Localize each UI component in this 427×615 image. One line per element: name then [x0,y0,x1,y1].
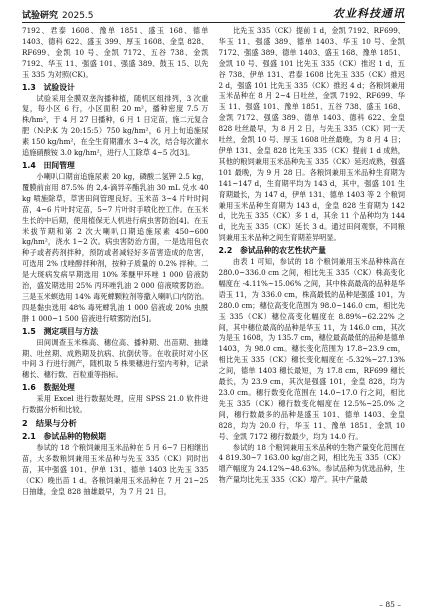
paragraph: 田间调查玉米株高、穗位高、播种期、出苗期、抽雄期、吐丝期、成熟期及抗病、抗倒伏等。在收获时对小区中间 3 行进行测产，随机取 5 株果穗进行室内考种，记录穗长、穗行数、百粒重等指标。 [22,337,209,380]
issue-number: 2025.5 [62,11,94,21]
paragraph: 参试的 18 个粮饲兼用玉米品种在 5 月 6~7 日相继出苗，大多数粮饲兼用玉米品种与先玉 335（CK）同时出苗，其中强盛 101、伊单 131、德单 1403 比先玉 335（CK）晚出苗 1 d。各粮饲兼用玉米品种在 7 月 21~25 日抽雄，金皇 828 抽雄最早，为 7 月 21 日， [22,443,209,496]
header-rule [22,22,405,23]
section-heading: 1.4 田间管理 [22,160,75,170]
right-column [219,26,406,592]
paragraph: 试验采用全膜双垄沟播种植，随机区组排列，3 次重复，每小区 6 行，小区面积 20 m²，播种密度 7.5 万株/hm²，于 4 月 27 日播种，6 月 1 日定苗，施二元复合肥（N:P:K 为 20:15:5）750 kg/hm²，6 月上旬追施尿素 150 kg/hm²，在全生育期灌水 3~4 次，结合每次灌水追施硝酸铵 3.0 kg/hm²，进行人工除草 4~5 次[3]。 [22,93,209,158]
paragraph: 7192、君泰 1608、豫单 1851、盛玉 168、德单 1403、德科 622、盛玉 399、厚玉 1608、金皇 828、RF699、金凯 10 号、金凯 7172、五谷 738、金凯 7192、华玉 11、强盛 101、强盛 389、鼓玉 15、以先玉 335 为对照(CK)。 [22,26,209,79]
left-column [22,26,209,592]
paragraph: 参试的 18 个粮饲兼用玉米品种的生物产量变化范围在 4 819.30~7 163.00 kg/亩之间，相比先玉 335（CK）增产幅度为 24.12%~48.63%。参试品种为优选品种，生物产量均比先玉 335（CK）增产。其中产量最 [218,442,405,485]
section-heading: 2.1 参试品种的物候期 [22,432,106,442]
journal-brand: 农业科技通讯 [333,7,405,20]
page-header [22,5,405,21]
paragraph: 由表 1 可知，参试的 18 个粮饲兼用玉米品种株高在 280.0~336.0 cm 之间，相比先玉 335（CK）株高变化幅度在 -4.11%~15.06% 之间，其中株高最高的品种是华语玉 11，为 336.0 cm，株高最低的品种是强盛 101，为 280.0 cm；穗位高变化范围为 98.0~146.0 cm，相比先玉 335（CK）穗位高变化幅度在 8.89%~62.22% 之间，其中穗位最高的品种是华玉 11，为 146.0 cm，其次为是玉 1608，为 135.7 cm，穗位最高最低的品种是德单 1403，为 98.0 cm。穗长变化范围为 17.8~23.9 cm，相比先玉 335（CK）穗长变化幅度在 -5.32%~27.13% 之间，德单 1403 穗长最短，为 17.8 cm，RF699 穗长最长，为 23.9 cm，其次是强盛 101，金皇 828，均为 23.0 cm。穗行数变化范围在 14.0~17.0 行之间，相比先玉 335（CK）穗行数变化幅度在 12.5%~25.0% 之间，穗行数最多的品种是盛玉 101、德单 1403、金皇 828，均为 20.0 行，华玉 11、豫单 1851、金凯 10 号、金凯 7172 穗行数最少，均为 14.0 行。 [218,257,405,441]
paragraph: 比先玉 335（CK）提前 1 d，金凯 7192、RF699、华玉 11、强盛 389、德单 1403、华玉 10 号、金凯 7172、强盛 389、德单 1403、盛玉 168、豫单 1851、金凯 10 号、强盛 101 比先玉 335（CK）推迟 1 d，五谷 738、伊单 131、君泰 1608 比先玉 335（CK）推迟 2 d，强盛 101 比先玉 335（CK）推迟 4 d；各粮饲兼用玉米品种在 8 月 2~4 日吐丝，金凯 7192、RF699、华玉 11、强盛 101、豫单 1851、五谷 738、盛玉 168、金凯 7172、强盛 389、德单 1403、德科 622、金皇 828 吐丝最早，为 8 月 2 日，与先玉 335（CK）同一天吐丝，金凯 10 号、厚玉 1608 吐丝最晚，为 8 月 4 日；伊单 131、金皇 828 比先玉 335（CK）提前 1 d 成熟，其他的粮饲兼用玉米品种先玉 335（CK）延迟成熟，强盛 101 最晚，为 9 月 28 日。各粮饲兼用玉米品种生育期为 141~147 d，生育期平均为 143 d，其中，强盛 101 生育期最长，为 147 d，伊单 131、德单 1403 等 2 个粮饲兼用玉米品种生育期为 143 d，金皇 828 生育期为 142 d，比先玉 335（CK）多 1 d，其余 11 个品种均为 144 d，比先玉 335（CK）延长 3 d。通过田间观察，不同粮饲兼用玉米品种之间生育期差异明显。 [218,26,405,243]
section-heading: 1.5 测定项目与方法 [22,326,99,336]
section-heading: 1.3 试验设计 [22,82,75,92]
journal-section [22,8,94,21]
section-heading: 2.2 参试品种的农艺性状产量 [218,246,326,256]
paragraph: 小喇叭口期亩追施尿素 20 kg，磷酸二氢钾 2.5 kg，覆膜前亩用 87.5% 的 2,4-滴异辛酯乳油 30 mL 兑水 40 kg 喷施除草，草害田间管理良好。玉米苗 3~4 片叶时间苗，4~6 片叶时定苗，5~7 片叶时手喷化控工作。在玉米生长的中后期，使用植保无人机进行病虫害防治[4]。在玉米拔节期和第 2 次大喇叭口期追施尿素 450~600 kg/hm²，浇水 1~2 次。病虫害防治方面，一是选用包衣种子或者药剂拌种，预防或者减轻好多苗害造成的危害，可选用 2% 戊唑醇拌种剂，按种子质量的 0.2% 拌种。二是大斑病发病早期选用 10% 苯醚甲环唑 1 000 倍液防治，盛发期选用 25% 丙环唑乳油 2 000 倍液喷雾防治。三是玉米螟选用 14% 毒死蜱颗粒剂等撒入喇叭口内防治。四是黏虫选用 48% 毒死蜱乳油 1 000 倍液或 20% 虫酰肼 1 000~1 500 倍液进行喷雾防治[5]。 [22,171,209,323]
body-columns [22,26,405,592]
paragraph: 采用 Excel 进行数据处理，应用 SPSS 21.0 软件进行数据分析和比较。 [22,394,209,415]
section-heading: 2 结果与分析 [22,418,77,429]
page-number: – 85 – [379,600,401,609]
section-heading: 1.6 数据处理 [22,383,75,393]
section-title: 试验研究 [22,11,59,21]
